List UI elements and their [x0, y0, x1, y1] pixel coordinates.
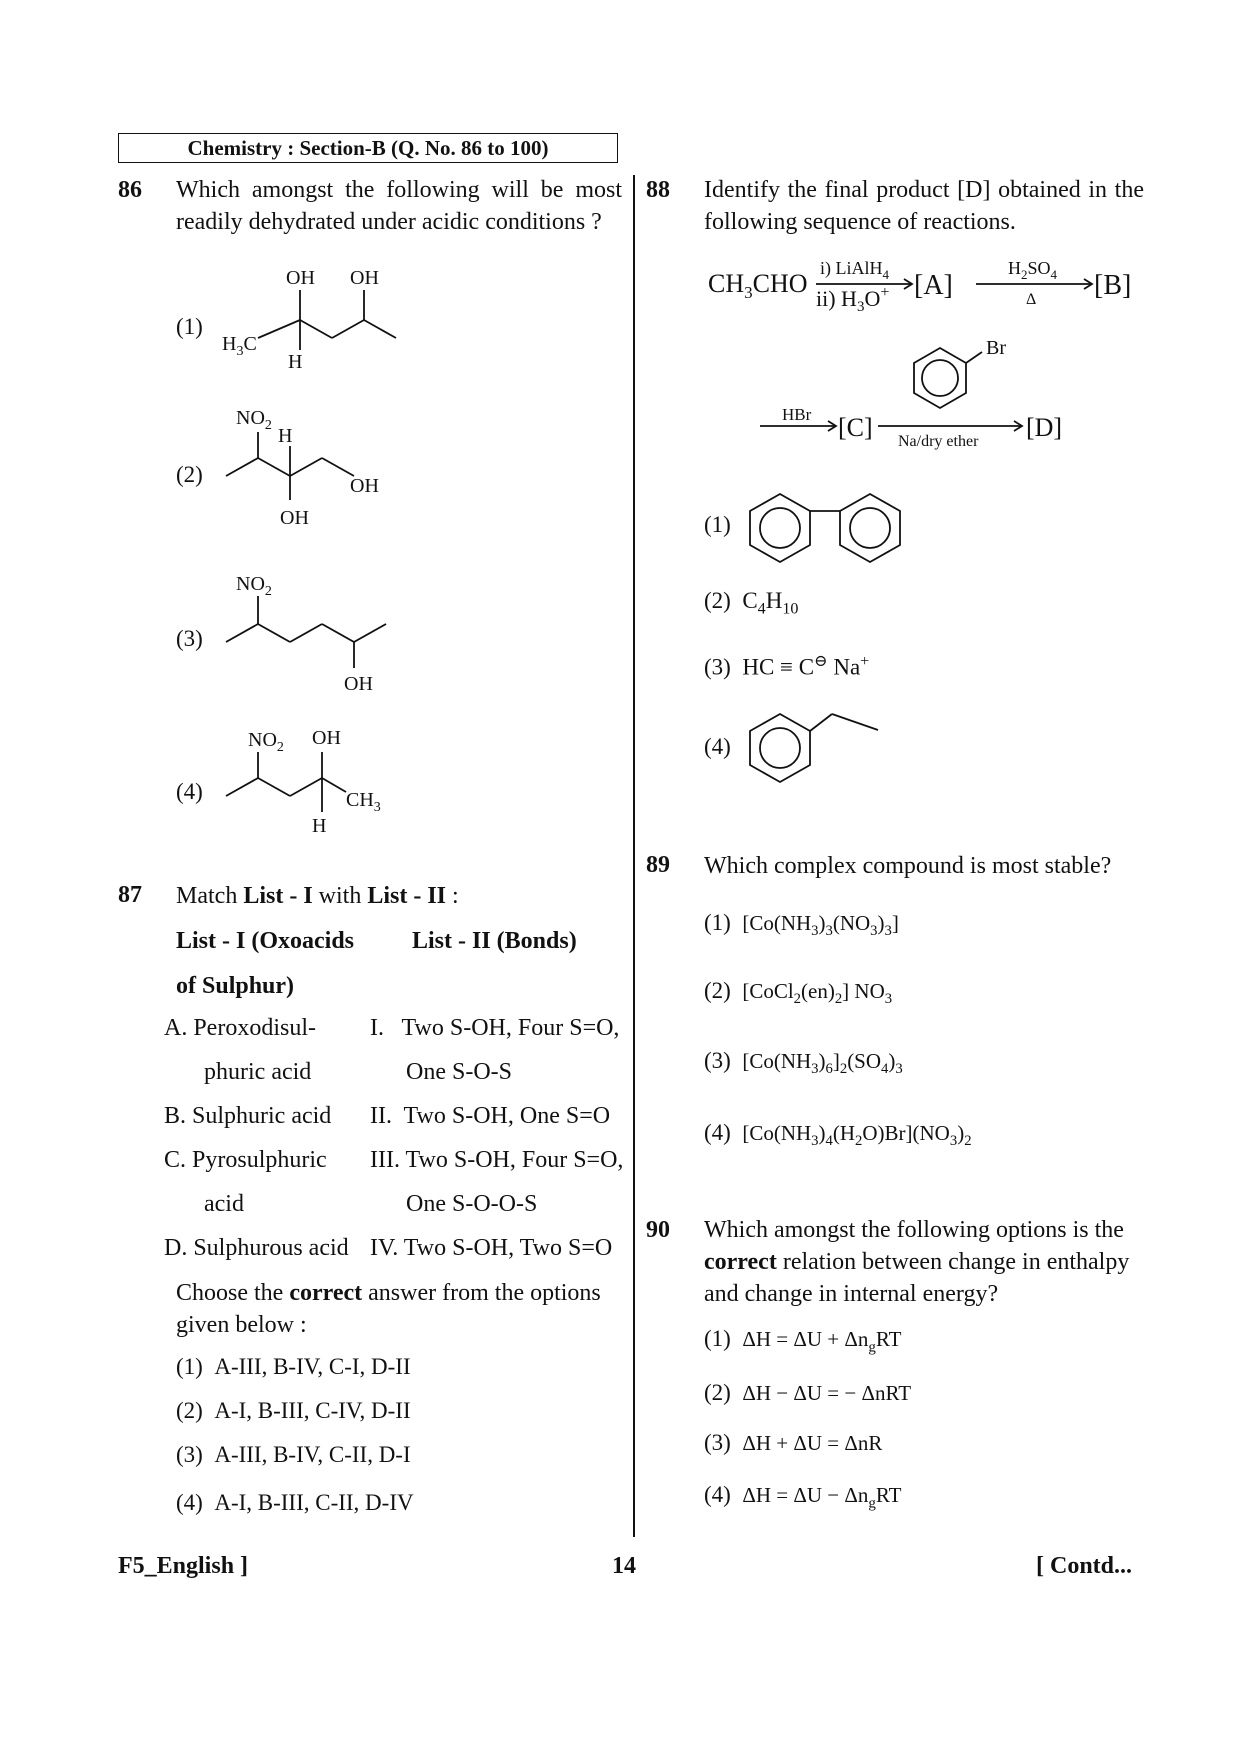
q86-option-4-label[interactable]: (4)	[176, 779, 203, 804]
q87-choose-c: given below :	[176, 1312, 307, 1338]
q87-col1-head-a: List - I (Oxoacids	[176, 928, 355, 954]
q87-row-c-right: III. Two S-OH, Four S=O,	[370, 1147, 624, 1173]
q88-option-2-a: C	[742, 588, 758, 613]
q89-o4-s2: 4	[825, 1133, 833, 1150]
q87-option-3[interactable]	[176, 1442, 411, 1468]
q88-arrow-2	[976, 279, 1092, 289]
q88-r1-bot-sup: +	[880, 284, 890, 301]
q89-option-3[interactable]	[704, 1048, 903, 1078]
q87-intro-colon: :	[452, 883, 459, 909]
q88-option-3-num: (3)	[704, 654, 731, 680]
q88-option-2-sub1: 4	[757, 600, 766, 618]
q89-o3-s2: 6	[825, 1061, 833, 1078]
q89-o1-s1: 3	[811, 923, 819, 940]
q90-option-1-b: RT	[875, 1327, 902, 1351]
q89-o2-a: [CoCl	[742, 979, 794, 1003]
q86-opt4-h: H	[312, 815, 327, 837]
q87-row-b-left: B. Sulphuric acid	[164, 1103, 332, 1129]
q88-option-1-label[interactable]: (1)	[704, 512, 731, 537]
q89-o1-s2: 3	[825, 923, 833, 940]
q88-number: 88	[646, 177, 670, 203]
q86-opt1-h3c	[222, 333, 257, 359]
q90-option-3-a: ΔH + ΔU = ΔnR	[742, 1431, 883, 1455]
q87-choose	[176, 1277, 601, 1309]
q90-option-3-num: (3)	[704, 1430, 731, 1455]
q87-row-c2-left: acid	[204, 1191, 244, 1217]
q90-option-4-sub: g	[868, 1495, 876, 1512]
q86-opt1-h: H	[288, 351, 303, 373]
q86-opt2-no2-main: NO	[236, 407, 265, 429]
q89-o1-c: (NO	[832, 911, 871, 935]
q89-o1-s4: 3	[884, 923, 892, 940]
q88-option-3[interactable]	[704, 651, 869, 681]
q90-text-bold: correct	[704, 1249, 777, 1275]
q87-intro-match: Match	[176, 883, 238, 909]
q87-choose-b: answer from the options	[368, 1280, 601, 1306]
q88-r2-top-a: H	[1008, 258, 1021, 278]
q88-option-3-a: HC ≡ C	[742, 654, 815, 680]
q86-opt2-oh-b: OH	[350, 475, 379, 497]
q89-o1-a: [Co(NH	[742, 911, 812, 935]
q88-option-4-label[interactable]: (4)	[704, 734, 731, 759]
q89-o1-e: ]	[891, 911, 899, 935]
q87-row-a2-left: phuric acid	[204, 1059, 312, 1085]
q90-option-2-a: ΔH − ΔU = − ΔnRT	[742, 1381, 912, 1405]
q89-option-3-num: (3)	[704, 1048, 731, 1073]
q89-o4-s4: 3	[949, 1133, 958, 1150]
q88-option-3-sup2: +	[860, 653, 870, 670]
q90-option-1-a: ΔH = ΔU + Δn	[742, 1327, 869, 1351]
q89-o4-b: )	[818, 1121, 826, 1145]
q88-option-2-b: H	[765, 588, 783, 613]
q88-option-1-biphenyl	[740, 480, 920, 580]
section-header: Chemistry : Section-B (Q. No. 86 to 100)	[118, 133, 618, 163]
q89-o1-b: )	[818, 911, 826, 935]
q89-o2-b: (en)	[801, 979, 835, 1003]
q87-row-d-left: D. Sulphurous acid	[164, 1235, 349, 1261]
q86-number: 86	[118, 177, 142, 203]
q89-option-1-num: (1)	[704, 910, 731, 935]
q89-option-1[interactable]	[704, 910, 899, 940]
q88-r2-top-sub2: 4	[1050, 267, 1058, 282]
q87-option-4-num: (4)	[176, 1490, 203, 1515]
q89-o4-s1: 3	[811, 1133, 819, 1150]
q89-o2-s3: 3	[884, 991, 893, 1008]
q86-option-2-label[interactable]: (2)	[176, 462, 203, 487]
q87-intro-list1: List - I	[243, 883, 313, 909]
q89-o3-e: )	[888, 1049, 896, 1073]
q87-row-b-right: II. Two S-OH, One S=O	[370, 1103, 611, 1129]
q86-opt3-no2	[236, 573, 272, 599]
q89-option-4-formula	[742, 1121, 972, 1150]
q88-r2-top	[1008, 258, 1058, 282]
q90-number: 90	[646, 1217, 670, 1243]
q87-choose-a: Choose the	[176, 1280, 284, 1306]
q86-opt1-oh-a: OH	[286, 267, 315, 289]
q87-row-c-left: C. Pyrosulphuric	[164, 1147, 327, 1173]
q90-option-4-num: (4)	[704, 1482, 731, 1507]
q89-o2-c: ] NO	[842, 979, 885, 1003]
q89-text: Which complex compound is most stable?	[704, 853, 1112, 879]
q88-r1-bot-sub: 3	[856, 299, 865, 315]
q87-option-1[interactable]	[176, 1354, 411, 1380]
q88-option-3-sup: ⊖	[814, 653, 828, 670]
q86-opt4-ch3-sub: 3	[373, 800, 381, 815]
q89-o3-d: (SO	[847, 1049, 882, 1073]
q90-text-b: relation between change in enthalpy and change in internal energy?	[704, 1249, 1130, 1307]
q88-start	[708, 269, 808, 302]
q87-option-2[interactable]	[176, 1398, 411, 1424]
q88-product-b: [B]	[1094, 270, 1132, 301]
q87-option-3-text: A-III, B-IV, C-II, D-I	[214, 1442, 411, 1467]
q88-r1-top	[820, 258, 890, 282]
q86-opt2-no2	[236, 407, 272, 433]
q90-option-4-b: RT	[875, 1483, 902, 1507]
q90-option-1-sub: g	[868, 1339, 876, 1356]
q88-r1-bot-b: O	[864, 286, 881, 311]
q86-structures	[0, 0, 640, 860]
q86-option-1-label[interactable]: (1)	[176, 314, 203, 339]
q88-arrow-4	[878, 421, 1022, 431]
q86-opt4-structure	[226, 752, 346, 812]
q89-option-1-formula	[742, 911, 899, 940]
q88-r4-bot: Na/dry ether	[898, 433, 979, 450]
q88-r1-bot-a: ii) H	[816, 286, 857, 311]
q90-text	[704, 1214, 1144, 1310]
q88-product-c: [C]	[838, 413, 873, 442]
q87-option-3-num: (3)	[176, 1442, 203, 1467]
q89-o4-s3: 2	[855, 1133, 863, 1150]
q88-r2-top-sub1: 2	[1021, 267, 1028, 282]
q86-opt1-h3c-c: C	[243, 333, 257, 355]
q86-opt1-structure	[258, 290, 396, 350]
q86-text: Which amongst the following will be most readily dehydrated under acidic conditions ?	[176, 177, 622, 235]
q86-opt1-h3c-h: H	[222, 333, 237, 355]
q90-option-2[interactable]	[704, 1380, 911, 1406]
q87-intro	[176, 880, 459, 912]
q90-option-4-a: ΔH = ΔU − Δn	[742, 1483, 869, 1507]
q89-option-2-num: (2)	[704, 978, 731, 1003]
q86-opt3-no2-main: NO	[236, 573, 265, 595]
q88-r2-bot: Δ	[1026, 291, 1037, 308]
q88-option-3-b: Na	[827, 654, 861, 680]
q86-opt4-ch3	[346, 789, 381, 815]
footer-left: F5_English ]	[118, 1553, 249, 1579]
q88-option-2[interactable]	[704, 588, 798, 619]
q88-option-4-ethylbenzene	[740, 700, 900, 800]
q88-start-a: CH	[708, 269, 745, 298]
q88-text: Identify the final product [D] obtained in the following sequence of reactions.	[704, 177, 1144, 235]
q90-option-1[interactable]	[704, 1326, 901, 1357]
q89-o4-c: (H	[832, 1121, 856, 1145]
q89-o4-e: )	[957, 1121, 965, 1145]
q89-option-4[interactable]	[704, 1120, 972, 1150]
q89-o3-s3: 2	[839, 1061, 848, 1078]
q86-opt3-structure	[226, 596, 386, 668]
q89-o4-a: [Co(NH	[742, 1121, 812, 1145]
q89-o2-s2: 2	[834, 991, 843, 1008]
q88-r2-top-b: SO	[1027, 258, 1051, 278]
q88-product-a: [A]	[914, 270, 953, 301]
footer-page-number: 14	[612, 1553, 636, 1579]
q86-opt4-no2-main: NO	[248, 729, 277, 751]
q86-opt4-ch3-main: CH	[346, 789, 374, 811]
q87-option-4[interactable]	[176, 1490, 414, 1516]
q88-bromobenzene-ring	[914, 348, 982, 408]
footer-right: [ Contd...	[1036, 1553, 1133, 1579]
q87-option-1-num: (1)	[176, 1354, 203, 1379]
q89-o4-s5: 2	[964, 1133, 972, 1150]
q88-r1-top-sub: 4	[882, 267, 889, 282]
q89-o1-d: )	[877, 911, 885, 935]
q90-text-a: Which amongst the following options is the	[704, 1217, 1124, 1243]
q87-col1-head-b: of Sulphur)	[176, 973, 295, 999]
q86-opt2-h: H	[278, 425, 293, 447]
q88-option-2-sub2: 10	[782, 600, 799, 618]
q89-o3-c: ]	[832, 1049, 840, 1073]
q87-option-2-text: A-I, B-III, C-IV, D-II	[214, 1398, 411, 1423]
q87-number: 87	[118, 882, 142, 908]
q89-option-2-formula	[742, 979, 893, 1008]
q88-start-sub: 3	[744, 283, 753, 302]
q88-br: Br	[986, 337, 1006, 359]
q89-option-2[interactable]	[704, 978, 892, 1008]
q87-row-c2-right: One S-O-O-S	[406, 1191, 538, 1217]
q89-o2-s1: 2	[793, 991, 802, 1008]
q90-option-2-num: (2)	[704, 1380, 731, 1405]
q86-opt2-no2-sub: 2	[264, 418, 272, 433]
q88-start-b: CHO	[752, 269, 808, 298]
q89-option-4-num: (4)	[704, 1120, 731, 1145]
q87-option-4-text: A-I, B-III, C-II, D-IV	[214, 1490, 414, 1515]
q90-option-3[interactable]	[704, 1430, 882, 1456]
q86-opt3-oh: OH	[344, 673, 373, 695]
q89-o3-s4: 4	[881, 1061, 889, 1078]
q86-opt4-no2-sub: 2	[276, 740, 284, 755]
q88-r1-top-a: i) LiAlH	[820, 258, 883, 278]
q86-opt1-h3c-sub: 3	[236, 344, 244, 359]
q87-row-d-right: IV. Two S-OH, Two S=O	[370, 1235, 613, 1261]
q88-option-2-num: (2)	[704, 588, 731, 613]
q86-opt2-oh-a: OH	[280, 507, 309, 529]
q88-product-d: [D]	[1026, 413, 1063, 442]
q87-row-a2-right: One S-O-S	[406, 1059, 512, 1085]
q86-option-3-label[interactable]: (3)	[176, 626, 203, 651]
q87-intro-with: with	[318, 883, 362, 909]
q87-row-a-right: I. Two S-OH, Four S=O,	[370, 1015, 620, 1041]
q87-col2-head: List - II (Bonds)	[412, 928, 577, 954]
q89-o1-s3: 3	[870, 923, 878, 940]
q86-opt4-no2	[248, 729, 284, 755]
q87-option-1-text: A-III, B-IV, C-I, D-II	[214, 1354, 411, 1379]
q87-option-2-num: (2)	[176, 1398, 203, 1423]
q87-row-a-left: A. Peroxodisul-	[164, 1015, 316, 1041]
q89-o3-s5: 3	[895, 1061, 903, 1078]
q89-number: 89	[646, 852, 670, 878]
q90-option-1-num: (1)	[704, 1326, 731, 1351]
q89-o3-s1: 3	[811, 1061, 819, 1078]
q86-opt3-no2-sub: 2	[264, 584, 272, 599]
q89-o4-d: O)Br](NO	[862, 1121, 950, 1145]
q89-o3-a: [Co(NH	[742, 1049, 812, 1073]
q89-o3-b: )	[818, 1049, 826, 1073]
q88-r1-bot	[816, 284, 889, 315]
q86-opt4-oh: OH	[312, 727, 341, 749]
q87-intro-list2: List - II	[367, 883, 447, 909]
q89-option-3-formula	[742, 1049, 903, 1078]
q86-opt1-oh-b: OH	[350, 267, 379, 289]
q87-choose-bold: correct	[289, 1280, 363, 1306]
q88-hbr: HBr	[782, 405, 812, 424]
q90-option-4[interactable]	[704, 1482, 901, 1513]
